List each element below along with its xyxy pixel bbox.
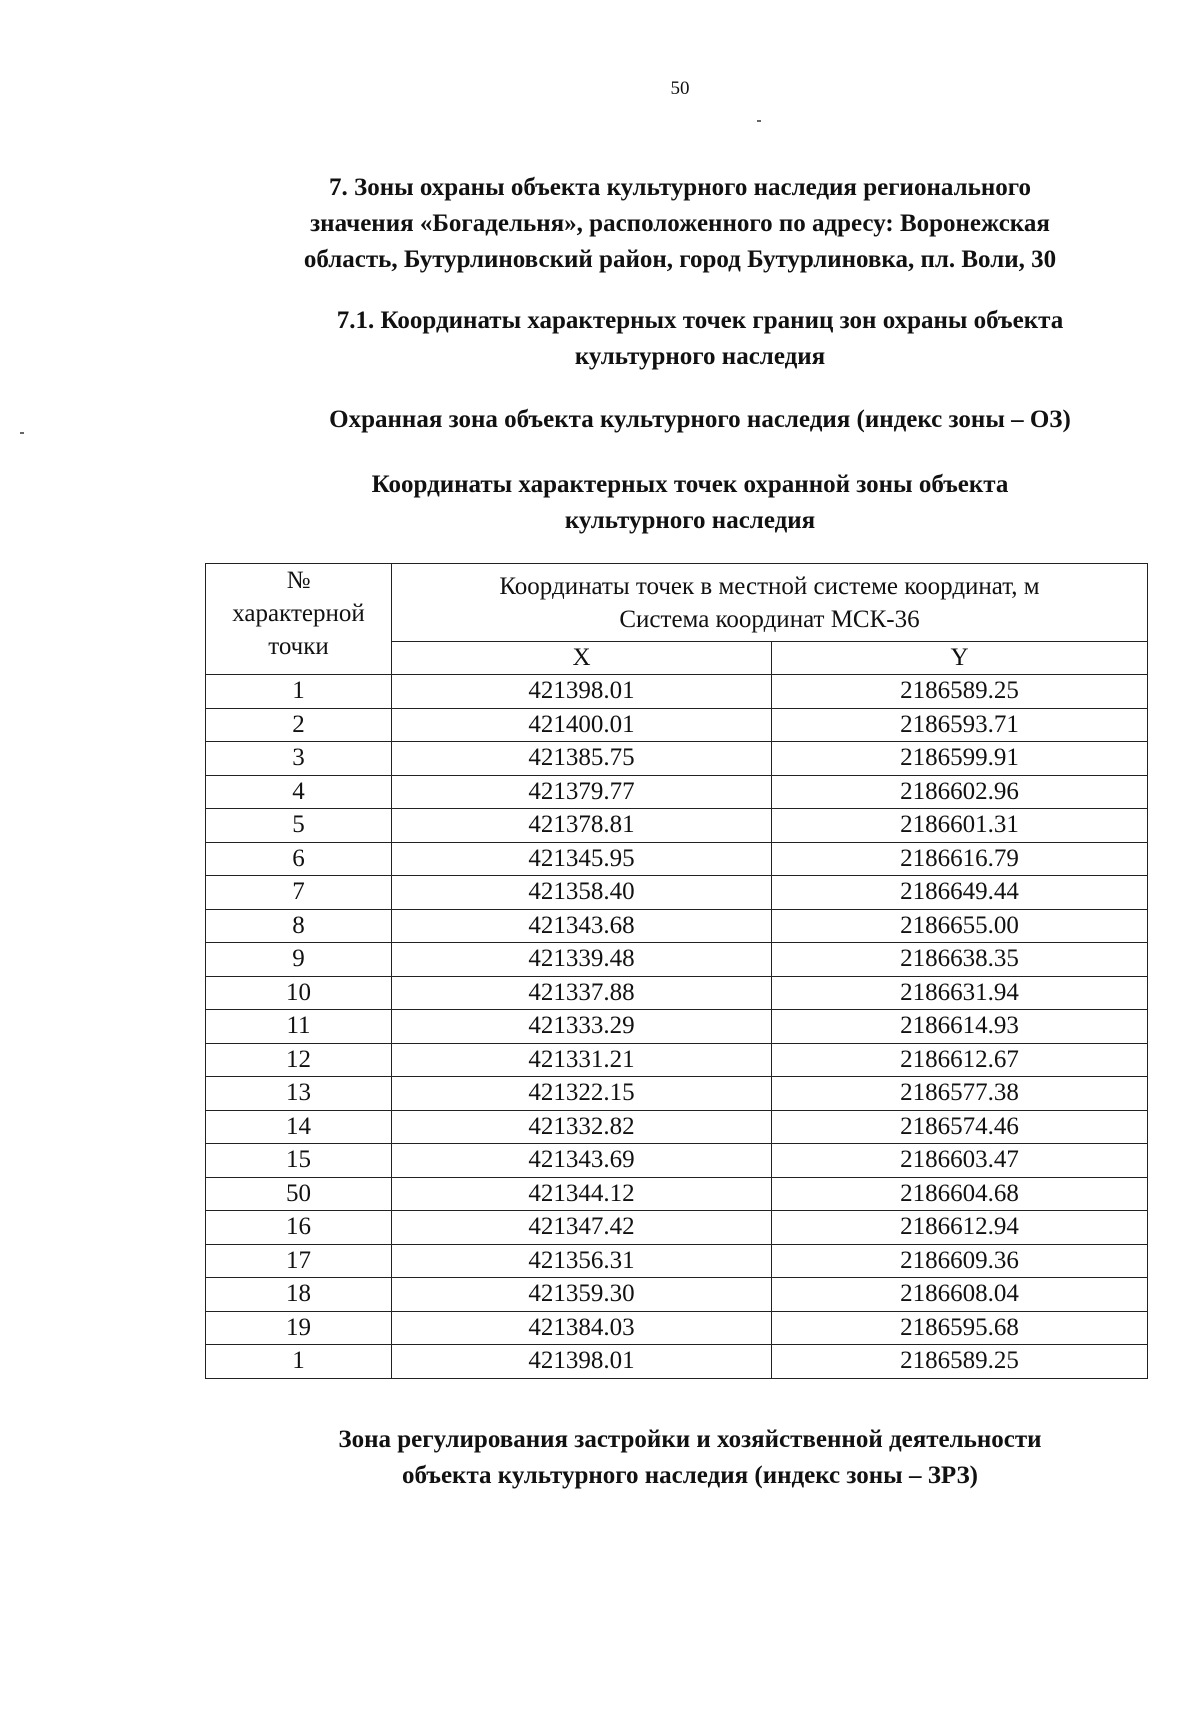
x-coordinate-cell: 421331.21 [392,1043,772,1077]
x-coordinate-cell: 421322.15 [392,1077,772,1111]
x-coordinate-cell: 421379.77 [392,775,772,809]
point-number-cell: 5 [206,809,392,843]
point-number-cell: 6 [206,842,392,876]
y-coordinate-cell: 2186577.38 [772,1077,1148,1111]
x-coordinate-cell: 421385.75 [392,742,772,776]
x-coordinate-cell: 421339.48 [392,943,772,977]
subsection-title [250,303,1150,375]
point-number-cell: 7 [206,876,392,910]
table-row [206,809,1148,843]
table-row [206,1110,1148,1144]
y-coordinate-cell: 2186593.71 [772,708,1148,742]
table-title-line: Координаты характерных точек охранной зоны объекта [371,471,1009,498]
point-number-cell: 3 [206,742,392,776]
y-coordinate-cell: 2186595.68 [772,1311,1148,1345]
y-coordinate-cell: 2186631.94 [772,976,1148,1010]
table-row [206,1278,1148,1312]
y-coordinate-cell: 2186614.93 [772,1010,1148,1044]
y-column-header: Y [772,642,1148,675]
point-number-cell: 10 [206,976,392,1010]
point-number-cell: 11 [206,1010,392,1044]
section-title-line: 7. Зоны охраны объекта культурного наследия регионального [329,174,1031,201]
x-coordinate-cell: 421359.30 [392,1278,772,1312]
y-coordinate-cell: 2186612.94 [772,1211,1148,1245]
x-coordinate-cell: 421333.29 [392,1010,772,1044]
table-row [206,1244,1148,1278]
table-row [206,909,1148,943]
table-row [206,1043,1148,1077]
table-row [206,842,1148,876]
point-number-cell: 9 [206,943,392,977]
y-coordinate-cell: 2186608.04 [772,1278,1148,1312]
protection-zone-title-line: Охранная зона объекта культурного наследия (индекс зоны – ОЗ) [329,406,1071,433]
table-row [206,1177,1148,1211]
table-row [206,742,1148,776]
section-title [230,170,1130,278]
point-number-cell: 12 [206,1043,392,1077]
point-number-cell: 16 [206,1211,392,1245]
x-coordinate-cell: 421356.31 [392,1244,772,1278]
coordinate-system-header-line: Система координат МСК-36 [619,605,920,633]
point-number-cell: 19 [206,1311,392,1345]
point-number-cell: 2 [206,708,392,742]
protection-zone-title [260,402,1140,438]
table-row [206,1311,1148,1345]
table-row [206,1144,1148,1178]
point-number-cell: 18 [206,1278,392,1312]
table-title [250,467,1130,539]
table-row [206,976,1148,1010]
section-title-line: область, Бутурлиновский район, город Бутурлиновка, пл. Воли, 30 [303,246,1057,273]
section-title-line: значения «Богадельня», расположенного по адресу: Воронежская [310,210,1050,237]
x-coordinate-cell: 421343.69 [392,1144,772,1178]
point-number-cell: 4 [206,775,392,809]
scan-speck [757,120,761,122]
point-number-cell: 50 [206,1177,392,1211]
y-coordinate-cell: 2186612.67 [772,1043,1148,1077]
x-coordinate-cell: 421384.03 [392,1311,772,1345]
point-number-header-line: № [286,567,311,594]
subsection-title-line: культурного наследия [574,343,826,370]
x-coordinate-cell: 421332.82 [392,1110,772,1144]
page-number: 50 [670,78,690,99]
y-coordinate-cell: 2186649.44 [772,876,1148,910]
y-coordinate-cell: 2186638.35 [772,943,1148,977]
x-coordinate-cell: 421358.40 [392,876,772,910]
table-row [206,1345,1148,1379]
point-number-cell: 15 [206,1144,392,1178]
y-coordinate-cell: 2186589.25 [772,1345,1148,1379]
table-title-line: культурного наследия [564,507,816,534]
y-coordinate-cell: 2186589.25 [772,675,1148,709]
table-row [206,876,1148,910]
y-coordinate-cell: 2186574.46 [772,1110,1148,1144]
scan-speck [20,432,24,434]
y-coordinate-cell: 2186602.96 [772,775,1148,809]
x-coordinate-cell: 421347.42 [392,1211,772,1245]
point-number-cell: 1 [206,1345,392,1379]
y-coordinate-cell: 2186609.36 [772,1244,1148,1278]
regulation-zone-title-line: объекта культурного наследия (индекс зоны – ЗРЗ) [402,1462,978,1489]
x-coordinate-cell: 421337.88 [392,976,772,1010]
y-coordinate-cell: 2186599.91 [772,742,1148,776]
table-row [206,943,1148,977]
x-coordinate-cell: 421344.12 [392,1177,772,1211]
table-row [206,1010,1148,1044]
y-coordinate-cell: 2186601.31 [772,809,1148,843]
table-row [206,775,1148,809]
subsection-title-line: 7.1. Координаты характерных точек границ зон охраны объекта [336,307,1064,334]
x-column-header: X [392,642,772,675]
point-number-cell: 8 [206,909,392,943]
point-number-cell: 17 [206,1244,392,1278]
table-row [206,1077,1148,1111]
x-coordinate-cell: 421398.01 [392,1345,772,1379]
point-number-cell: 13 [206,1077,392,1111]
coordinates-table [205,563,1148,1379]
table-row [206,1211,1148,1245]
x-coordinate-cell: 421378.81 [392,809,772,843]
point-number-cell: 1 [206,675,392,709]
y-coordinate-cell: 2186616.79 [772,842,1148,876]
x-coordinate-cell: 421343.68 [392,909,772,943]
point-number-header-line: характерной [232,600,365,627]
y-coordinate-cell: 2186603.47 [772,1144,1148,1178]
regulation-zone-title-line: Зона регулирования застройки и хозяйственной деятельности [338,1426,1042,1453]
x-coordinate-cell: 421345.95 [392,842,772,876]
y-coordinate-cell: 2186655.00 [772,909,1148,943]
regulation-zone-title [240,1422,1140,1494]
x-coordinate-cell: 421398.01 [392,675,772,709]
table-row [206,708,1148,742]
point-number-header [206,564,392,675]
point-number-header-line: точки [268,633,329,660]
coordinate-system-header [392,564,1148,642]
point-number-cell: 14 [206,1110,392,1144]
x-coordinate-cell: 421400.01 [392,708,772,742]
y-coordinate-cell: 2186604.68 [772,1177,1148,1211]
table-row [206,675,1148,709]
coordinate-system-header-line: Координаты точек в местной системе координат, м [499,572,1040,600]
